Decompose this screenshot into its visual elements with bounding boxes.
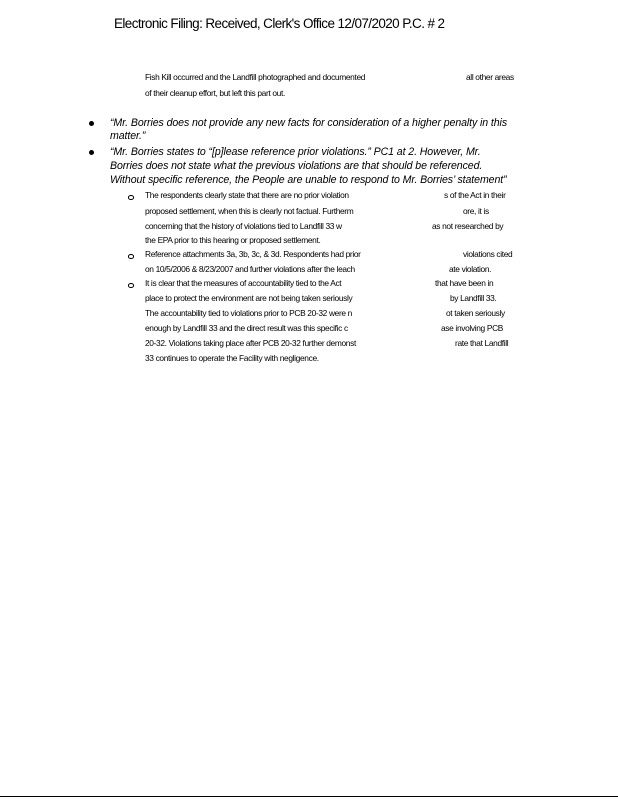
bullet-dot bbox=[89, 121, 94, 126]
sub-c-line-4: enough by Landfill 33 and the direct result was this specific c bbox=[145, 323, 348, 333]
filing-header: Electronic Filing: Received, Clerk's Office 12/07/2020 P.C. # 2 bbox=[114, 16, 445, 31]
sub-c-line-5: 20-32. Violations taking place after PCB 20-32 further demonst bbox=[145, 338, 356, 348]
sub-c-line-3: The accountability tied to violations prior to PCB 20-32 were n bbox=[145, 308, 352, 318]
intro-line-2: of their cleanup effort, but left this part out. bbox=[145, 88, 285, 98]
bullet-1-line-2: matter.” bbox=[110, 130, 146, 142]
intro-line-1: Fish Kill occurred and the Landfill photographed and documented bbox=[145, 72, 366, 82]
sub-c-line-5-right: rate that Landfill bbox=[455, 338, 509, 348]
sub-c-line-4-right: ase involving PCB bbox=[441, 323, 504, 333]
bullet-1-line-1: “Mr. Borries does not provide any new facts for consideration of a higher penalty in this bbox=[110, 117, 508, 129]
intro-line-1-right: all other areas bbox=[466, 72, 514, 82]
sub-c-line-2-right: by Landfill 33. bbox=[450, 293, 497, 303]
sub-a-line-1-right: s of the Act in their bbox=[444, 190, 506, 200]
bullet-2-line-1: “Mr. Borries states to “[p]lease reference prior violations.” PC1 at 2. However, Mr. bbox=[110, 146, 481, 158]
sub-bullet-marker bbox=[128, 254, 134, 259]
sub-c-line-2: place to protect the environment are not being taken seriously bbox=[145, 293, 353, 303]
bullet-2-line-2: Borries does not state what the previous violations are that should be referenced. bbox=[110, 160, 483, 172]
bullet-dot bbox=[89, 150, 94, 155]
sub-a-line-3: concerning that the history of violations tied to Landfill 33 w bbox=[145, 221, 342, 231]
bullet-2-line-3: Without specific reference, the People are unable to respond to Mr. Borries’ statement” bbox=[110, 174, 507, 186]
sub-c-line-6: 33 continues to operate the Facility with negligence. bbox=[145, 353, 319, 363]
sub-a-line-2-right: ore, it is bbox=[463, 206, 489, 216]
sub-c-line-3-right: ot taken seriously bbox=[446, 308, 505, 318]
sub-bullet-marker bbox=[128, 283, 134, 288]
sub-a-line-4: the EPA prior to this hearing or proposed settlement. bbox=[145, 235, 321, 245]
sub-a-line-2: proposed settlement, when this is clearly not factual. Furtherm bbox=[145, 206, 354, 216]
sub-b-line-1: Reference attachments 3a, 3b, 3c, & 3d. Respondents had prior bbox=[145, 249, 361, 259]
sub-a-line-3-right: as not researched by bbox=[432, 221, 504, 231]
page-bottom-rule bbox=[0, 796, 618, 797]
sub-a-line-1: The respondents clearly state that there are no prior violation bbox=[145, 190, 349, 200]
sub-b-line-2: on 10/5/2006 & 8/23/2007 and further violations after the leach bbox=[145, 264, 355, 274]
sub-b-line-1-right: violations cited bbox=[463, 249, 513, 259]
sub-c-line-1-right: that have been in bbox=[435, 278, 494, 288]
sub-bullet-marker bbox=[128, 195, 134, 200]
sub-b-line-2-right: ate violation. bbox=[449, 264, 492, 274]
sub-c-line-1: It is clear that the measures of accountability tied to the Act bbox=[145, 278, 342, 288]
